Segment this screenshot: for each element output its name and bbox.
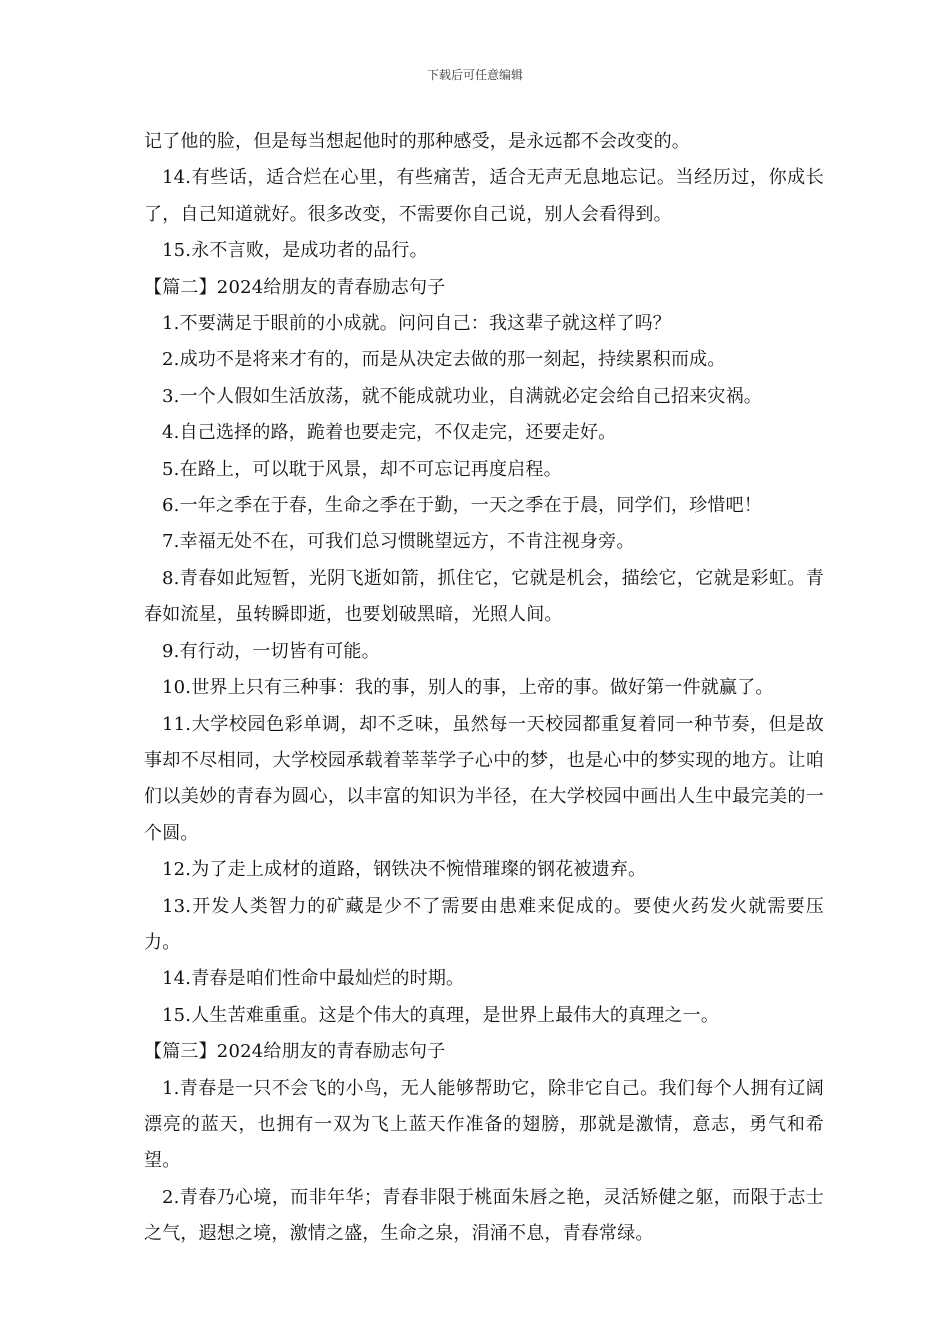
paragraph: 5.在路上，可以耽于风景，却不可忘记再度启程。	[162, 458, 562, 480]
paragraph: 2.成功不是将来才有的，而是从决定去做的那一刻起，持续累积而成。	[162, 349, 726, 371]
paragraph: 14.有些话，适合烂在心里，有些痛苦，适合无声无息地忘记。当经历过，你成长了，自己知道就好。很多改变，不需要你自己说，别人会看得到。	[144, 167, 824, 225]
paragraph: 8.青春如此短暂，光阴飞逝如箭，抓住它，它就是机会，描绘它，它就是彩虹。青春如流星，虽转瞬即逝，也要划破黑暗，光照人间。	[144, 567, 824, 626]
paragraph: 4.自己选择的路，跪着也要走完，不仅走完，还要走好。	[162, 422, 617, 444]
document-body	[144, 124, 824, 1253]
paragraph: 2.青春乃心境，而非年华；青春非限于桃面朱唇之艳，灵活矫健之躯，而限于志士之气，遐想之境，激情之盛，生命之泉，涓涌不息，青春常绿。	[144, 1186, 824, 1245]
page-header: 下载后可任意编辑	[426, 68, 523, 82]
paragraph: 12.为了走上成材的道路，钢铁决不惋惜璀璨的钢花被遗弃。	[162, 859, 647, 881]
paragraph: 6.一年之季在于春，生命之季在于勤，一天之季在于晨，同学们，珍惜吧！	[162, 495, 762, 517]
paragraph: 7.幸福无处不在，可我们总习惯眺望远方，不肯注视身旁。	[162, 531, 635, 553]
paragraph: 1.不要满足于眼前的小成就。问问自己：我这辈子就这样了吗？	[162, 313, 671, 335]
paragraph: 13.开发人类智力的矿藏是少不了需要由患难来促成的。要使火药发火就需要压力。	[144, 895, 824, 953]
paragraph: 10.世界上只有三种事：我的事，别人的事，上帝的事。做好第一件就赢了。	[162, 677, 774, 699]
paragraph: 15.人生苦难重重。这是个伟大的真理，是世界上最伟大的真理之一。	[162, 1004, 720, 1026]
section-heading: 【篇二】2024给朋友的青春励志句子	[144, 276, 446, 298]
paragraph: 1.青春是一只不会飞的小鸟，无人能够帮助它，除非它自己。我们每个人拥有辽阔漂亮的蓝天，也拥有一双为飞上蓝天作准备的翅膀，那就是激情，意志，勇气和希望。	[144, 1077, 824, 1172]
paragraph: 15.永不言败，是成功者的品行。	[162, 240, 428, 262]
paragraph: 11.大学校园色彩单调，却不乏味，虽然每一天校园都重复着同一种节奏，但是故事却不尽相同，大学校园承载着莘莘学子心中的梦，也是心中的梦实现的地方。让咱们以美妙的青春为圆心，以丰富的知识为半径，在大学校园中画出人生中最完美的一个圆。	[144, 713, 824, 844]
paragraph: 记了他的脸，但是每当想起他时的那种感受，是永远都不会改变的。	[144, 131, 690, 152]
paragraph: 14.青春是咱们性命中最灿烂的时期。	[162, 968, 465, 990]
paragraph: 9.有行动，一切皆有可能。	[162, 640, 380, 662]
paragraph: 3.一个人假如生活放荡，就不能成就功业，自满就必定会给自己招来灾祸。	[162, 385, 762, 407]
section-heading: 【篇三】2024给朋友的青春励志句子	[144, 1041, 446, 1063]
